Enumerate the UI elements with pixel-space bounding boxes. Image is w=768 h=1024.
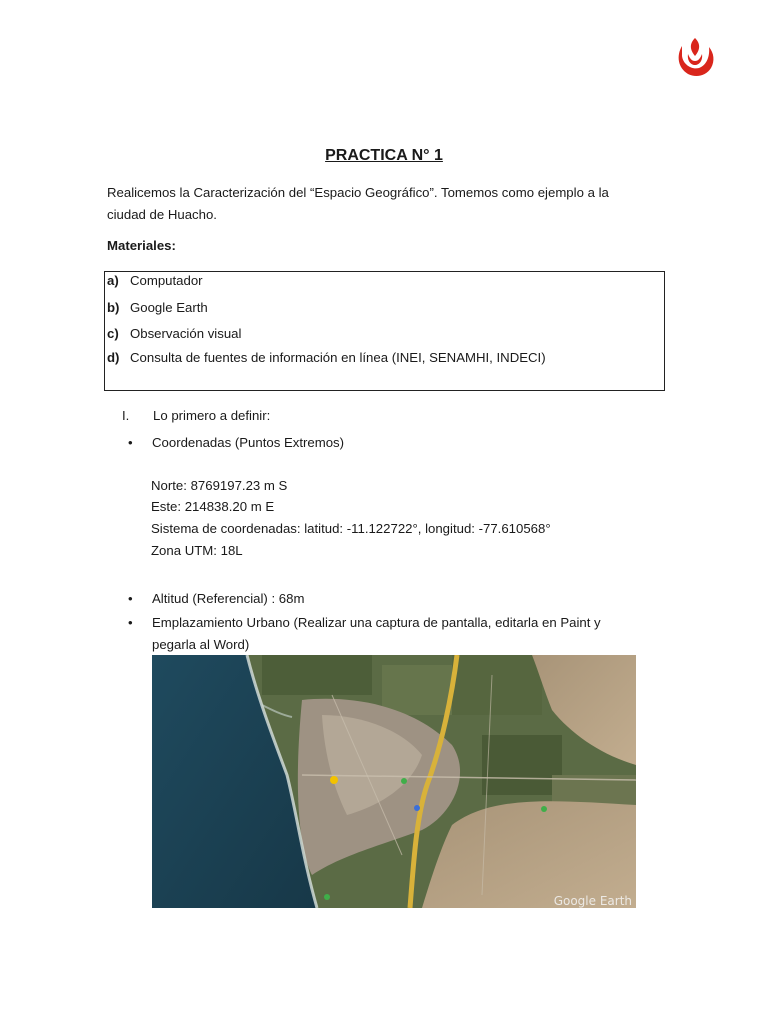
material-text: Observación visual [130,326,242,341]
material-letter: b) [107,300,120,315]
material-item [107,273,203,291]
section-heading-text: Lo primero a definir: [153,408,271,423]
material-item [107,350,546,368]
materials-heading: Materiales: [107,238,176,253]
satellite-map-image [152,655,636,908]
bullet-item [128,432,628,454]
coord-zona: Zona UTM: 18L [151,543,243,558]
coord-este: Este: 214838.20 m E [151,499,275,514]
upc-flame-logo-icon [672,34,718,80]
material-text: Consulta de fuentes de información en línea (INEI, SENAMHI, INDECI) [130,350,546,365]
material-text: Google Earth [130,300,208,315]
bullet-text: Coordenadas (Puntos Extremos) [152,435,345,450]
section-heading [122,408,270,423]
material-letter: c) [107,326,119,341]
bullet-dot: • [128,435,133,450]
coord-norte: Norte: 8769197.23 m S [151,478,288,493]
bullet-dot: • [128,591,133,606]
bullet-item [128,612,628,656]
material-letter: a) [107,273,119,288]
bullet-text: Emplazamiento Urbano (Realizar una captura de pantalla, editarla en Paint y pegarla al Word) [152,615,601,652]
bullet-text: Altitud (Referencial) : 68m [152,591,305,606]
section-number: I. [122,408,130,423]
material-item [107,300,208,318]
intro-paragraph: Realicemos la Caracterización del “Espacio Geográfico”. Tomemos como ejemplo a la ciudad de Huacho. [107,185,609,222]
bullet-dot: • [128,615,133,630]
materials-box [104,271,665,391]
coord-sistema: Sistema de coordenadas: latitud: -11.122722°, longitud: -77.610568° [151,521,551,536]
material-letter: d) [107,350,120,365]
material-item [107,326,241,344]
google-earth-watermark: Google Earth [553,894,632,908]
bullet-item [128,588,628,610]
page-title: PRACTICA N° 1 [325,147,443,164]
material-text: Computador [130,273,203,288]
